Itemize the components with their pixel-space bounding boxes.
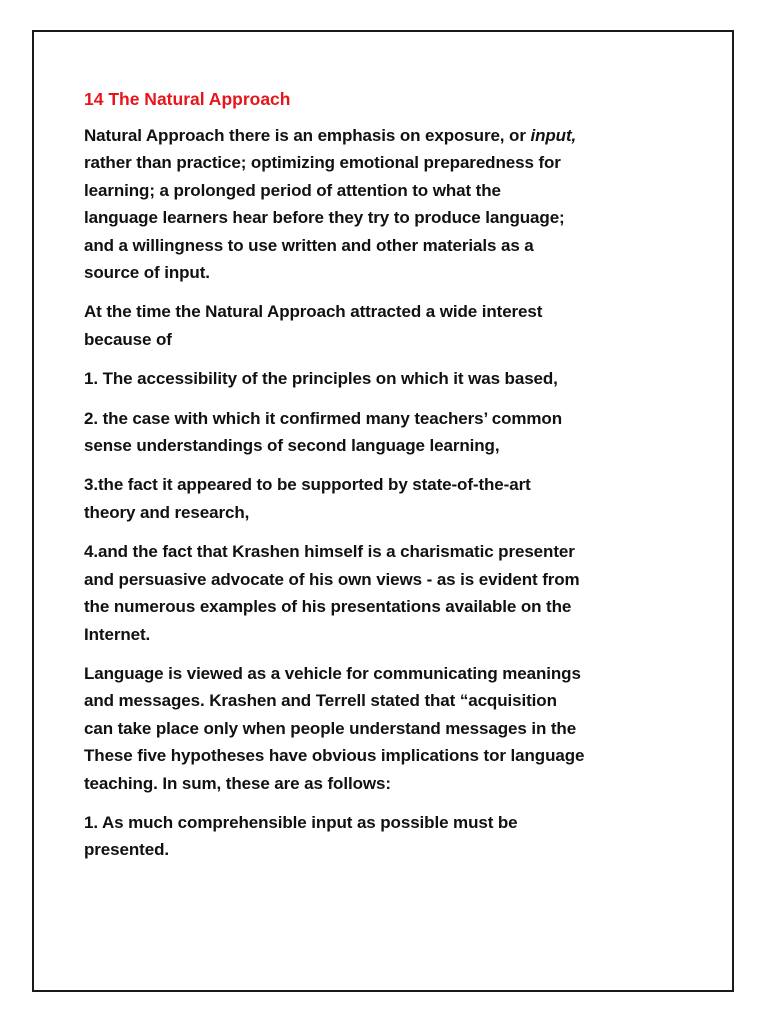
line-text: because of bbox=[84, 329, 172, 349]
line-text: learning; a prolonged period of attention to what the bbox=[84, 180, 501, 200]
text-line bbox=[84, 538, 664, 565]
line-text: 1. As much comprehensible input as possible must be bbox=[84, 812, 518, 832]
line-text: source of input. bbox=[84, 263, 210, 283]
text-line bbox=[84, 715, 664, 742]
text-line bbox=[84, 836, 664, 863]
line-text: 4.and the fact that Krashen himself is a charismatic presenter bbox=[84, 542, 575, 562]
text-line bbox=[84, 471, 664, 498]
line-text: 1. The accessibility of the principles on which it was based, bbox=[84, 369, 558, 389]
text-line bbox=[84, 232, 664, 259]
line-text: language learners hear before they try to produce language; bbox=[84, 208, 565, 228]
paragraph bbox=[84, 660, 664, 797]
text-line bbox=[84, 177, 664, 204]
text-line bbox=[84, 149, 664, 176]
line-text: and a willingness to use written and other materials as a bbox=[84, 235, 534, 255]
text-line bbox=[84, 122, 664, 149]
line-text: sense understandings of second language learning, bbox=[84, 436, 500, 456]
paragraph bbox=[84, 122, 664, 286]
text-line bbox=[84, 259, 664, 286]
text-line bbox=[84, 365, 664, 392]
text-line bbox=[84, 660, 664, 687]
line-text: can take place only when people understand messages in the bbox=[84, 718, 577, 738]
text-line bbox=[84, 593, 664, 620]
text-line bbox=[84, 621, 664, 648]
line-text: Internet. bbox=[84, 624, 151, 644]
text-line bbox=[84, 298, 664, 325]
line-text: rather than practice; optimizing emotional preparedness for bbox=[84, 153, 561, 173]
line-text: At the time the Natural Approach attracted a wide interest bbox=[84, 302, 543, 322]
line-text: and persuasive advocate of his own views - as is evident from bbox=[84, 569, 580, 589]
section-heading: 14 The Natural Approach bbox=[84, 89, 291, 109]
paragraph bbox=[84, 538, 664, 648]
text-line bbox=[84, 405, 664, 432]
line-text: Natural Approach there is an emphasis on exposure, or bbox=[84, 126, 531, 145]
text-line bbox=[84, 499, 664, 526]
line-text: presented. bbox=[84, 840, 169, 860]
line-text: 2. the case with which it confirmed many teachers’ common bbox=[84, 408, 562, 428]
paragraph bbox=[84, 809, 664, 864]
line-text: Language is viewed as a vehicle for communicating meanings bbox=[84, 663, 581, 683]
paragraph bbox=[84, 405, 664, 460]
text-line bbox=[84, 566, 664, 593]
text-line bbox=[84, 432, 664, 459]
paragraph bbox=[84, 365, 664, 392]
line-text: teaching. In sum, these are as follows: bbox=[84, 773, 391, 793]
text-line bbox=[84, 809, 664, 836]
line-text: and messages. Krashen and Terrell stated that “acquisition bbox=[84, 691, 557, 711]
paragraph bbox=[84, 471, 664, 526]
paragraph bbox=[84, 298, 664, 353]
line-text: theory and research, bbox=[84, 502, 250, 522]
text-line bbox=[84, 687, 664, 714]
emphasized-text: input, bbox=[530, 126, 577, 145]
text-line bbox=[84, 326, 664, 353]
text-line bbox=[84, 204, 664, 231]
text-line bbox=[84, 742, 664, 769]
paragraph-list bbox=[84, 122, 664, 864]
line-text: the numerous examples of his presentations available on the bbox=[84, 597, 572, 617]
text-line bbox=[84, 770, 664, 797]
line-text: These five hypotheses have obvious implications tor language bbox=[84, 746, 585, 766]
line-text: 3.the fact it appeared to be supported by state-of-the-art bbox=[84, 475, 531, 495]
document-body bbox=[84, 86, 664, 876]
